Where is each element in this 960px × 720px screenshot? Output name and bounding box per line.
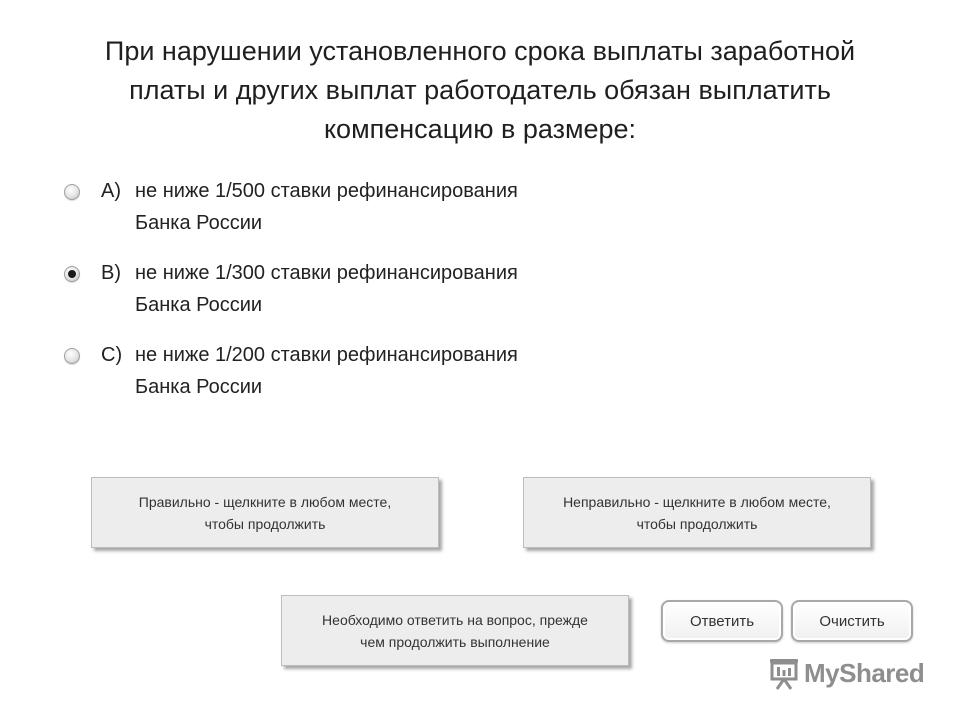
radio-button-b[interactable]	[64, 266, 80, 282]
submit-button[interactable]: Ответить	[661, 600, 783, 642]
question-text	[40, 32, 920, 149]
option-letter: С)	[101, 344, 123, 366]
answer-required-line-1: Необходимо ответить на вопрос, прежде	[322, 611, 588, 628]
option-text: не ниже 1/500 ставки рефинансирования	[135, 180, 518, 202]
question-line-1: При нарушении установленного срока выплаты заработной	[104, 36, 856, 66]
radio-button-a[interactable]	[64, 184, 80, 200]
question-line-2: платы и других выплат работодатель обязан выплатить	[129, 75, 831, 105]
radio-button-c[interactable]	[64, 348, 80, 364]
watermark-text: MyShared	[804, 657, 925, 688]
option-text: не ниже 1/300 ставки рефинансирования	[135, 262, 518, 284]
correct-feedback-box[interactable]	[91, 477, 439, 548]
answer-required-line-2: чем продолжить выполнение	[360, 633, 550, 650]
option-text: не ниже 1/200 ставки рефинансирования	[135, 344, 518, 366]
incorrect-feedback-box[interactable]	[523, 477, 871, 548]
presentation-board-icon	[768, 656, 800, 690]
option-letter: В)	[101, 262, 121, 284]
option-text-line-2: Банка России	[135, 212, 263, 234]
correct-feedback-line-2: чтобы продолжить	[204, 515, 326, 532]
question-line-3: компенсацию в размере:	[323, 114, 637, 144]
option-text-line-2: Банка России	[135, 376, 263, 398]
option-text-line-2: Банка России	[135, 294, 263, 316]
answer-required-box[interactable]	[281, 595, 629, 666]
incorrect-feedback-line-2: чтобы продолжить	[636, 515, 758, 532]
option-letter: А)	[101, 180, 121, 202]
clear-button[interactable]: Очистить	[791, 600, 913, 642]
watermark-logo	[768, 656, 924, 690]
incorrect-feedback-line-1: Неправильно - щелкните в любом месте,	[563, 493, 831, 510]
correct-feedback-line-1: Правильно - щелкните в любом месте,	[138, 493, 392, 510]
